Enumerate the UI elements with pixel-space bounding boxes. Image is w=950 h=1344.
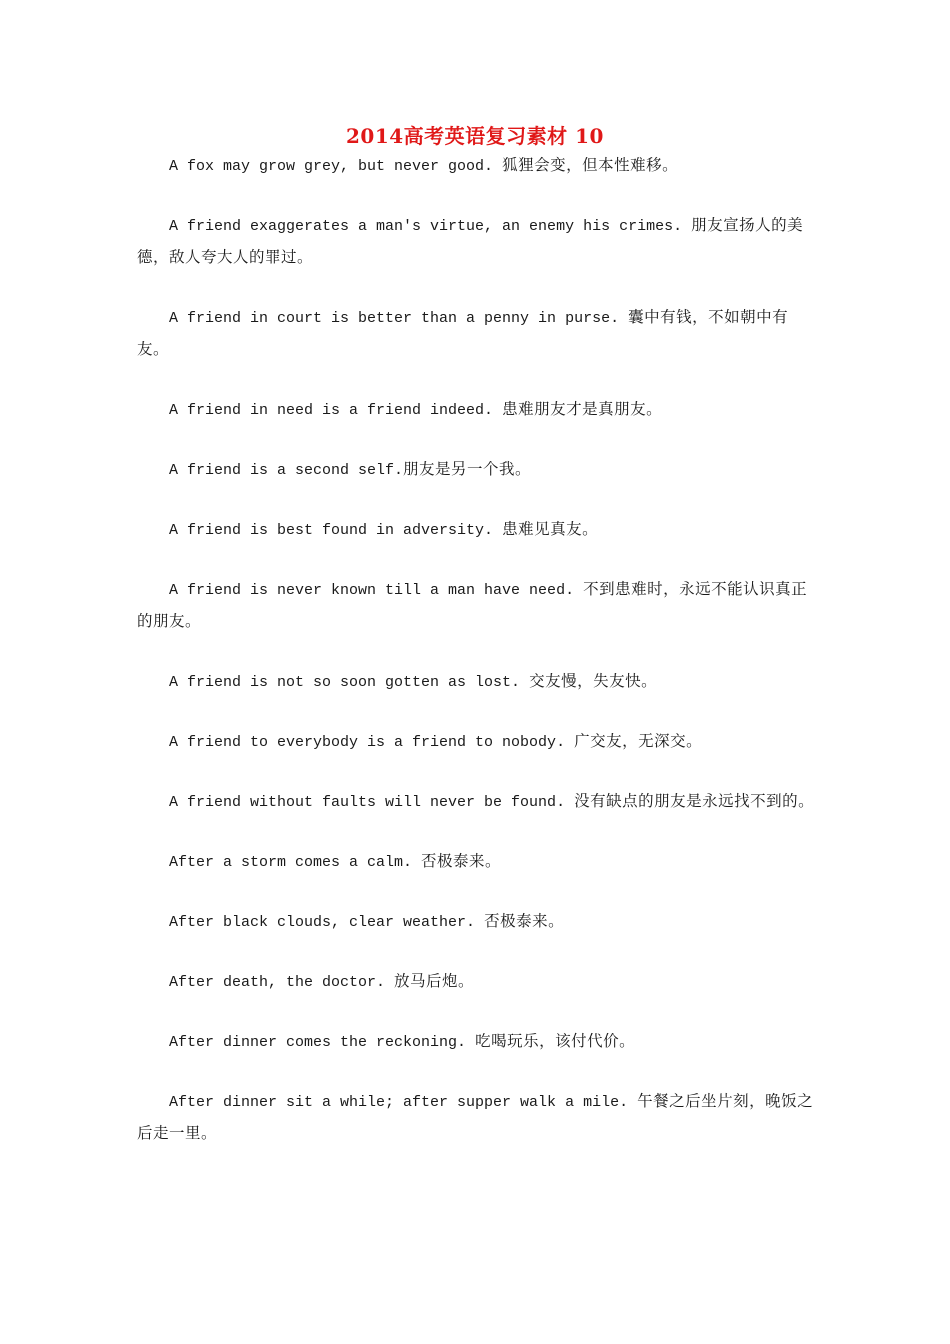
proverb-chinese: 吃喝玩乐，该付代价。 — [475, 1032, 636, 1050]
proverb-chinese: 广交友，无深交。 — [574, 732, 703, 750]
proverb-chinese: 囊中有钱，不如朝中有友。 — [137, 308, 789, 358]
proverb-english: A friend is not so soon gotten as lost. — [169, 674, 530, 691]
proverb-entry — [137, 394, 815, 426]
proverb-english: A friend exaggerates a man's virtue, an enemy his crimes. — [169, 218, 692, 235]
proverb-entry — [137, 1086, 815, 1150]
proverb-english: After black clouds, clear weather. — [169, 914, 485, 931]
proverb-chinese: 朋友是另一个我。 — [403, 460, 532, 478]
proverb-chinese: 不到患难时，永远不能认识真正的朋友。 — [137, 580, 808, 630]
proverb-entry — [137, 514, 815, 546]
proverb-chinese: 患难见真友。 — [502, 520, 599, 538]
proverb-list — [137, 150, 815, 1178]
proverb-entry — [137, 666, 815, 698]
proverb-entry — [137, 966, 815, 998]
proverb-english: A friend is best found in adversity. — [169, 522, 503, 539]
proverb-entry — [137, 906, 815, 938]
proverb-chinese: 没有缺点的朋友是永远找不到的。 — [574, 792, 815, 810]
proverb-entry — [137, 454, 815, 486]
proverb-english: A friend is a second self. — [169, 462, 404, 479]
proverb-english: After death, the doctor. — [169, 974, 395, 991]
proverb-chinese: 交友慢，失友快。 — [529, 672, 658, 690]
proverb-english: A friend without faults will never be found. — [169, 794, 575, 811]
proverb-entry — [137, 1026, 815, 1058]
proverb-entry — [137, 210, 815, 274]
proverb-english: After dinner comes the reckoning. — [169, 1034, 476, 1051]
proverb-english: A fox may grow grey, but never good. — [169, 158, 503, 175]
proverb-entry — [137, 150, 815, 182]
proverb-english: A friend in court is better than a penny in purse. — [169, 310, 629, 327]
proverb-english: After a storm comes a calm. — [169, 854, 422, 871]
proverb-chinese: 狐狸会变，但本性难移。 — [502, 156, 679, 174]
proverb-chinese: 放马后炮。 — [394, 972, 475, 990]
proverb-entry — [137, 726, 815, 758]
document-title: 2014高考英语复习素材 10 — [346, 124, 604, 148]
proverb-chinese: 否极泰来。 — [421, 852, 502, 870]
proverb-entry — [137, 846, 815, 878]
proverb-entry — [137, 302, 815, 366]
proverb-entry — [137, 786, 815, 818]
proverb-entry — [137, 574, 815, 638]
proverb-chinese: 否极泰来。 — [484, 912, 565, 930]
proverb-english: After dinner sit a while; after supper walk a mile. — [169, 1094, 638, 1111]
proverb-chinese: 朋友宣扬人的美德，敌人夸大人的罪过。 — [137, 216, 804, 266]
proverb-chinese: 午餐之后坐片刻，晚饭之后走一里。 — [137, 1092, 814, 1142]
proverb-english: A friend to everybody is a friend to nobody. — [169, 734, 575, 751]
proverb-english: A friend is never known till a man have need. — [169, 582, 584, 599]
proverb-english: A friend in need is a friend indeed. — [169, 402, 503, 419]
proverb-chinese: 患难朋友才是真朋友。 — [502, 400, 663, 418]
